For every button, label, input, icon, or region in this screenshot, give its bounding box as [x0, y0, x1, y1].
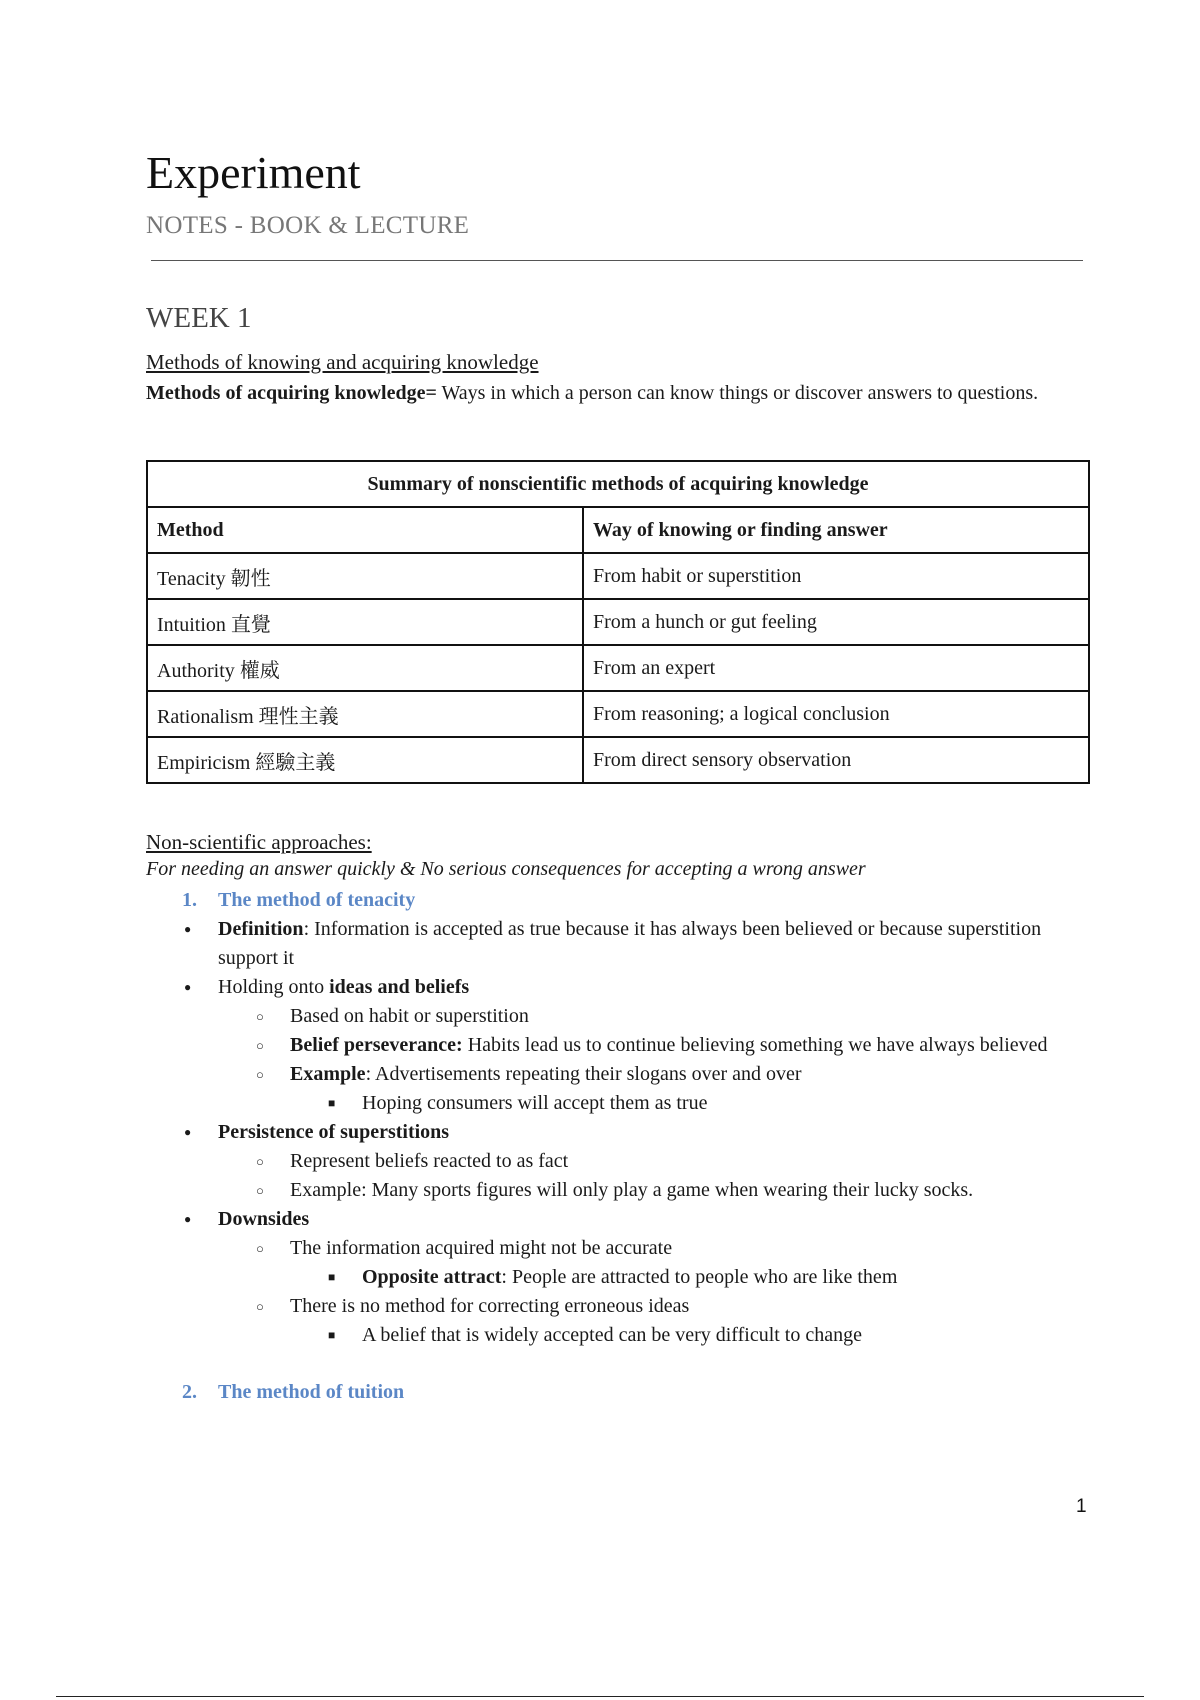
definition-term: Methods of acquiring knowledge=	[146, 382, 437, 404]
numbered-heading-tuition	[146, 1378, 1090, 1407]
list-number: 2.	[182, 1381, 197, 1403]
table-row	[147, 599, 1089, 645]
table-row	[147, 553, 1089, 599]
list-text: The information acquired might not be accurate	[290, 1237, 673, 1259]
list-text: : Advertisements repeating their slogans over and over	[365, 1063, 802, 1085]
table-header-way: Way of knowing or finding answer	[583, 507, 1089, 553]
page-bottom-rule	[56, 1696, 1144, 1697]
bold-term: Opposite attract	[362, 1266, 502, 1288]
list-item	[146, 1060, 1090, 1089]
list-item	[146, 915, 1090, 973]
bold-term: Definition	[218, 918, 304, 940]
table-cell-method: Empiricism 經驗主義	[147, 737, 583, 783]
notes-list	[146, 886, 1090, 1407]
table-caption-row	[147, 461, 1089, 507]
list-item	[146, 973, 1090, 1002]
list-text: : Information is accepted as true because it has always been believed or because superstition support it	[218, 918, 1042, 969]
document-subtitle: NOTES - BOOK & LECTURE	[146, 212, 470, 239]
table-cell-way: From an expert	[583, 645, 1089, 691]
table-row	[147, 737, 1089, 783]
table-header-row	[147, 507, 1089, 553]
table-cell-method: Authority 權威	[147, 645, 583, 691]
list-item	[146, 1002, 1090, 1031]
bold-term: Downsides	[218, 1208, 310, 1230]
table-row	[147, 645, 1089, 691]
list-text: Holding onto	[218, 976, 330, 998]
table-cell-way: From habit or superstition	[583, 553, 1089, 599]
table-cell-way: From reasoning; a logical conclusion	[583, 691, 1089, 737]
bold-term: Belief perseverance:	[290, 1034, 463, 1056]
list-item	[146, 1321, 1090, 1350]
table-header-method: Method	[147, 507, 583, 553]
list-item	[146, 1031, 1090, 1060]
horizontal-rule	[151, 260, 1083, 261]
list-text: Based on habit or superstition	[290, 1005, 529, 1027]
table-cell-way: From a hunch or gut feeling	[583, 599, 1089, 645]
list-text: Habits lead us to continue believing something we have always believed	[462, 1034, 1048, 1056]
week-heading: WEEK 1	[146, 302, 252, 334]
list-text: Represent beliefs reacted to as fact	[290, 1150, 569, 1172]
bold-term: ideas and beliefs	[329, 976, 470, 998]
table-cell-method: Intuition 直覺	[147, 599, 583, 645]
summary-table	[146, 460, 1090, 784]
table-caption: Summary of nonscientific methods of acquiring knowledge	[147, 461, 1089, 507]
list-item	[146, 1118, 1090, 1147]
list-item	[146, 1205, 1090, 1234]
list-item	[146, 1147, 1090, 1176]
document-title: Experiment	[146, 147, 361, 198]
table-cell-method: Rationalism 理性主義	[147, 691, 583, 737]
section-heading-methods: Methods of knowing and acquiring knowledge	[146, 350, 539, 374]
spacer	[146, 1350, 1090, 1378]
list-item	[146, 1176, 1090, 1205]
list-heading-text: The method of tenacity	[218, 889, 416, 911]
bold-term: Persistence of superstitions	[218, 1121, 450, 1143]
list-text: : People are attracted to people who are like them	[501, 1266, 898, 1288]
table-cell-method: Tenacity 韌性	[147, 553, 583, 599]
list-item	[146, 1089, 1090, 1118]
nonscientific-heading: Non-scientific approaches:	[146, 830, 372, 854]
page-number: 1	[1076, 1496, 1087, 1517]
list-item	[146, 1292, 1090, 1321]
table-cell-way: From direct sensory observation	[583, 737, 1089, 783]
list-number: 1.	[182, 889, 197, 911]
definition-text: Ways in which a person can know things or discover answers to questions.	[436, 382, 1039, 404]
table-row	[147, 691, 1089, 737]
numbered-heading-tenacity	[146, 886, 1090, 915]
list-text: Hoping consumers will accept them as true	[362, 1092, 708, 1114]
list-item	[146, 1234, 1090, 1263]
list-text: Example: Many sports figures will only play a game when wearing their lucky socks.	[290, 1179, 974, 1201]
list-heading-text: The method of tuition	[218, 1381, 405, 1403]
list-text: A belief that is widely accepted can be very difficult to change	[362, 1324, 862, 1346]
nonscientific-subheading: For needing an answer quickly & No serious consequences for accepting a wrong answer	[146, 858, 866, 880]
bold-term: Example	[290, 1063, 366, 1085]
list-item	[146, 1263, 1090, 1292]
list-text: There is no method for correcting erroneous ideas	[290, 1295, 690, 1317]
methods-definition	[146, 378, 1066, 408]
